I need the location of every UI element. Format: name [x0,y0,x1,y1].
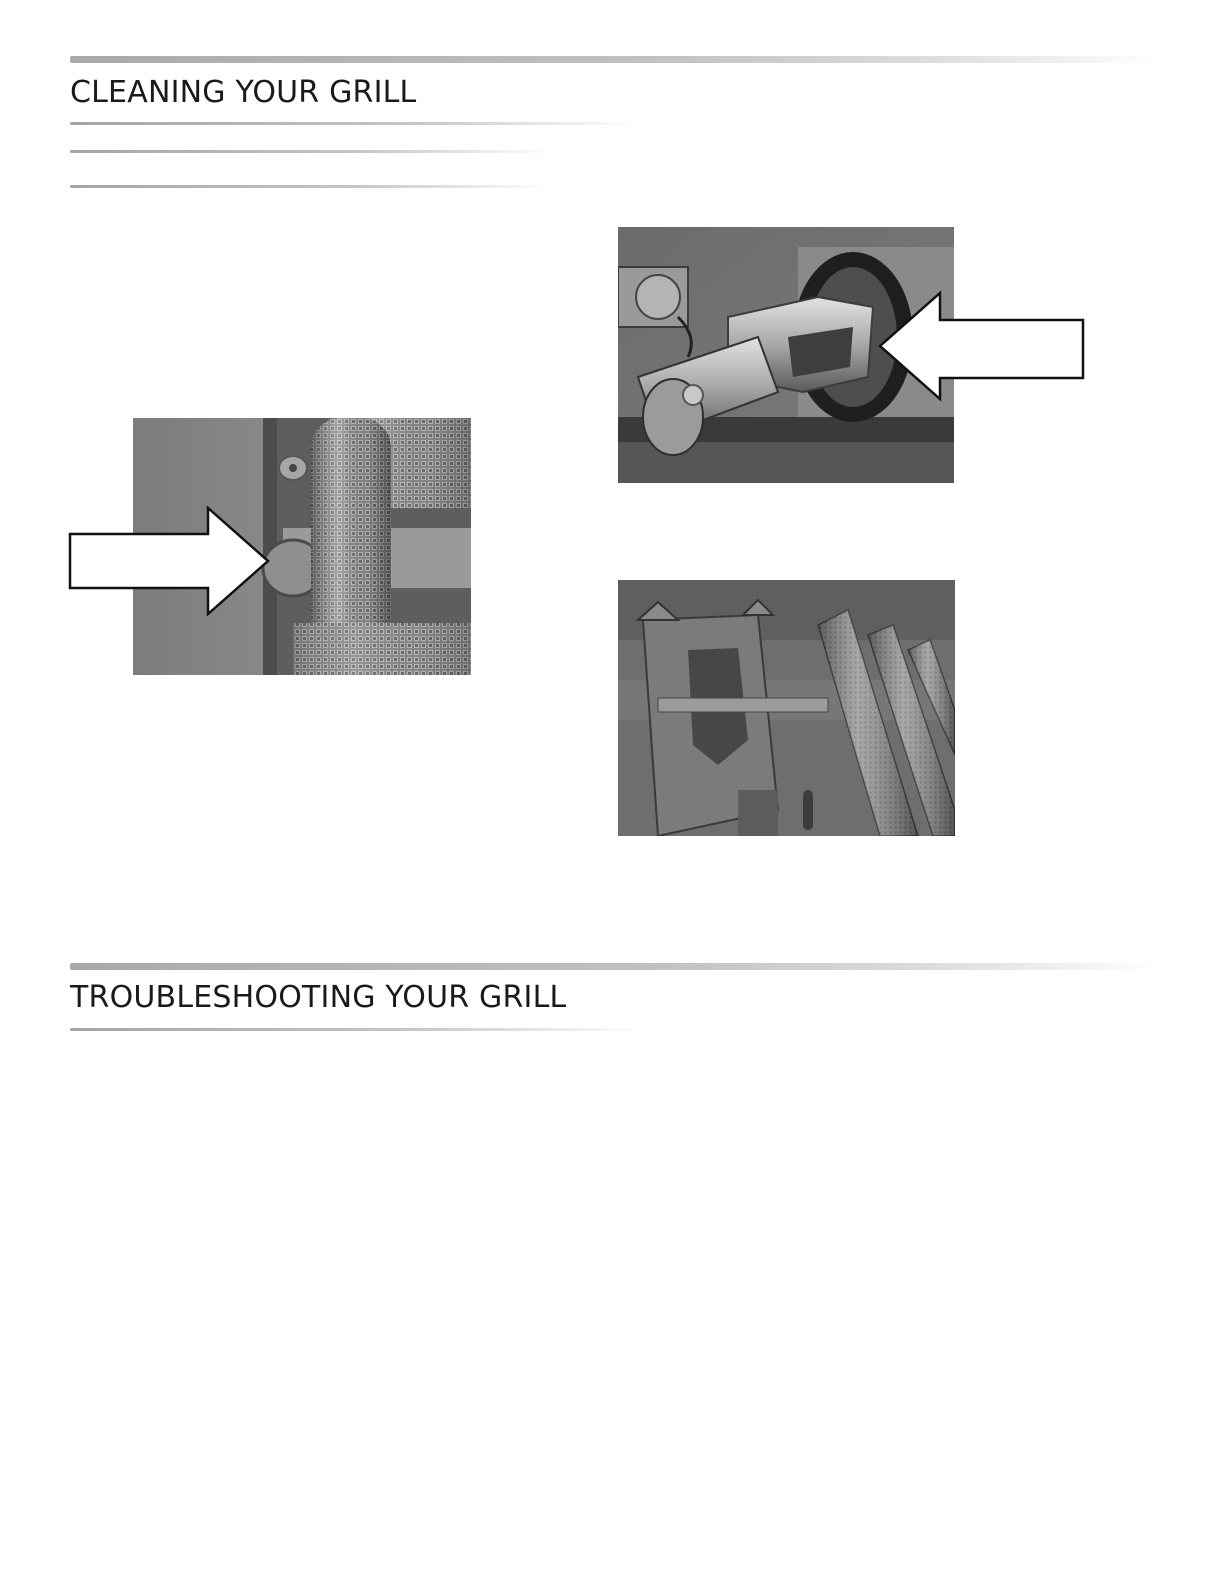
arrow-left-icon [876,290,1086,402]
heading-underline [70,122,640,125]
arrow-right-icon [68,506,272,616]
cleaning-heading: CLEANING YOUR GRILL [70,75,417,110]
subheading-rule-2 [70,185,550,188]
top-divider [70,56,1160,63]
subheading-rule-1 [70,150,555,153]
troubleshooting-underline [70,1028,640,1031]
troubleshooting-heading: TROUBLESHOOTING YOUR GRILL [70,980,567,1015]
flame-tamer-photo [618,580,955,836]
section-divider [70,963,1160,970]
